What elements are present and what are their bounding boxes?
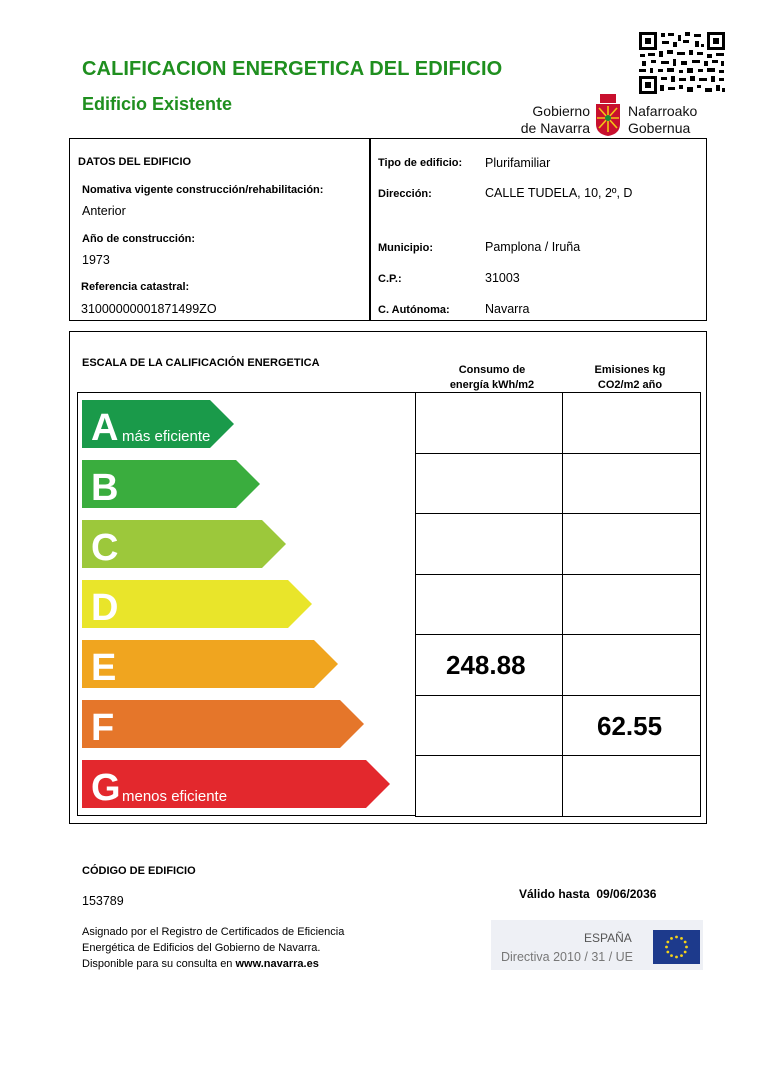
tipo-value: Plurifamiliar	[485, 156, 551, 170]
emisiones-value: 62.55	[597, 710, 663, 741]
emisiones-cell-g	[562, 755, 701, 817]
eu-star-icon	[666, 951, 669, 954]
eu-star-icon	[680, 954, 683, 957]
consumo-cell-g	[415, 755, 563, 817]
asignado-line3	[82, 956, 344, 972]
navarra-link[interactable]: www.navarra.es	[235, 958, 319, 970]
normativa-value: Anterior	[82, 204, 126, 218]
emisiones-cell-b	[562, 453, 701, 515]
rating-letter-f: F	[91, 707, 115, 749]
building-section-title: DATOS DEL EDIFICIO	[78, 156, 192, 168]
rating-suffix-a: más eficiente	[122, 428, 211, 445]
autonoma-label: C. Autónoma:	[378, 304, 450, 316]
consumo-cell-e	[415, 634, 563, 696]
consumo-header-line1: Consumo de	[458, 364, 526, 376]
consumo-cell-b	[415, 453, 563, 515]
logo-left-line2: de Navarra	[520, 120, 590, 136]
consumo-header-line2: energía kWh/m2	[449, 379, 535, 391]
consumo-cell-a	[415, 392, 563, 454]
valido-hasta	[519, 887, 656, 901]
logo-left-line1: Gobierno	[532, 103, 590, 119]
valido-value: 09/06/2036	[596, 887, 657, 901]
eu-directive: Directiva 2010 / 31 / UE	[501, 950, 634, 964]
codigo-value: 153789	[82, 894, 124, 908]
document-title: CALIFICACION ENERGETICA DEL EDIFICIO	[82, 58, 503, 80]
logo-right-line2: Gobernua	[628, 120, 691, 136]
municipio-label: Municipio:	[378, 242, 433, 254]
scale-section-title: ESCALA DE LA CALIFICACIÓN ENERGETICA	[82, 357, 320, 369]
emisiones-cell-d	[562, 574, 701, 636]
year-value: 1973	[82, 253, 110, 267]
rating-arrow-f	[82, 700, 364, 748]
ref-catastral-value: 31000000001871499ZO	[81, 302, 217, 316]
cp-value: 31003	[485, 271, 520, 285]
emisiones-header-line2: CO2/m2 año	[597, 379, 663, 391]
building-data-divider	[369, 138, 371, 321]
rating-letter-g: G	[91, 767, 121, 809]
tipo-label: Tipo de edificio:	[378, 157, 463, 169]
eu-star-icon	[680, 937, 683, 940]
eu-star-icon	[666, 941, 669, 944]
consumo-header	[432, 363, 552, 393]
consumo-cell-d	[415, 574, 563, 636]
ref-catastral-label: Referencia catastral:	[81, 281, 190, 293]
eu-star-icon	[675, 936, 678, 939]
consumo-cell-c	[415, 513, 563, 575]
emisiones-cell-c	[562, 513, 701, 575]
rating-letter-d: D	[91, 587, 119, 629]
logo-right-line1: Nafarroako	[628, 103, 698, 119]
eu-star-icon	[670, 954, 673, 957]
eu-star-icon	[685, 946, 688, 949]
emisiones-cell-a	[562, 392, 701, 454]
year-label: Año de construcción:	[82, 233, 196, 245]
codigo-label: CÓDIGO DE EDIFICIO	[82, 865, 196, 877]
eu-country: ESPAÑA	[584, 931, 632, 945]
rating-values-grid	[415, 392, 700, 816]
municipio-value: Pamplona / Iruña	[485, 240, 581, 254]
qr-code-icon	[637, 30, 727, 96]
asignado-line2: Energética de Edificios del Gobierno de Navarra.	[82, 942, 321, 954]
autonoma-value: Navarra	[485, 302, 530, 316]
eu-star-icon	[684, 951, 687, 954]
rating-letter-e: E	[91, 647, 117, 689]
consumo-value: 248.88	[446, 650, 526, 680]
asignado-text	[82, 924, 344, 972]
eu-flag-icon	[653, 930, 700, 964]
emisiones-cell-e	[562, 634, 701, 696]
document-subtitle: Edificio Existente	[82, 94, 233, 114]
eu-star-icon	[670, 937, 673, 940]
government-logo-text-eu	[628, 103, 718, 137]
emisiones-header-line1: Emisiones kg	[594, 364, 666, 376]
asignado-line1: Asignado por el Registro de Certificados de Eficiencia	[82, 926, 345, 938]
direccion-label: Dirección:	[378, 188, 432, 200]
rating-letter-b: B	[91, 467, 119, 509]
consumo-cell-f	[415, 695, 563, 757]
eu-star-icon	[665, 946, 668, 949]
valido-label: Válido hasta	[519, 887, 590, 901]
eu-star-icon	[684, 941, 687, 944]
rating-letter-c: C	[91, 527, 119, 569]
normativa-label: Nomativa vigente construcción/rehabilitación:	[82, 184, 324, 196]
eu-star-icon	[675, 956, 678, 959]
navarra-shield-icon	[594, 94, 622, 136]
direccion-value: CALLE TUDELA, 10, 2º, D	[485, 186, 633, 200]
emisiones-cell-f	[562, 695, 701, 757]
rating-suffix-g: menos eficiente	[122, 788, 228, 805]
asignado-line3-prefix: Disponible para su consulta en	[82, 958, 236, 970]
cp-label: C.P.:	[378, 273, 402, 285]
government-logo-text-es	[516, 103, 590, 137]
emisiones-header	[570, 363, 690, 393]
rating-arrow-e	[82, 640, 338, 688]
rating-arrows	[77, 392, 416, 816]
rating-letter-a: A	[91, 407, 119, 449]
